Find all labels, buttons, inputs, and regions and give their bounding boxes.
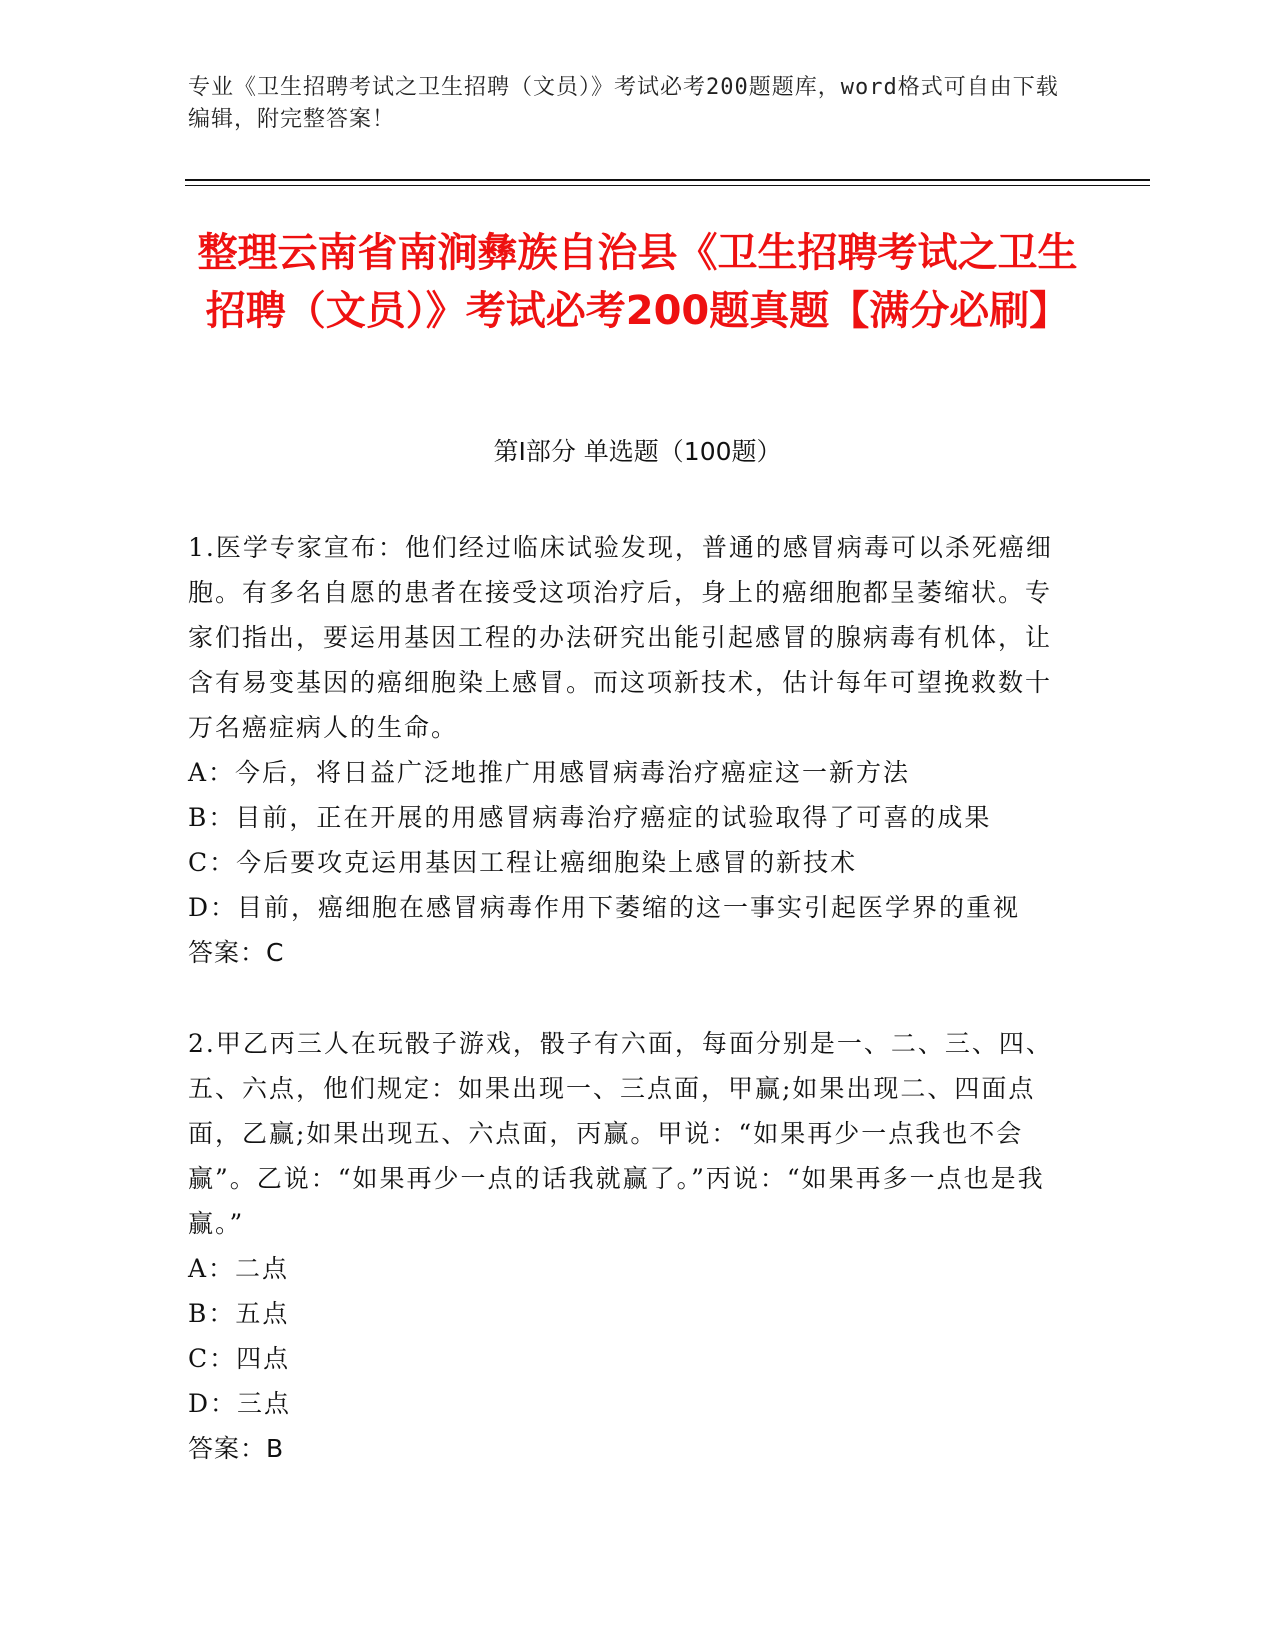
header-divider-thin bbox=[185, 185, 1150, 186]
option-d: D：三点 bbox=[188, 1389, 292, 1418]
option-d: D：目前，癌细胞在感冒病毒作用下萎缩的这一事实引起医学界的重视 bbox=[188, 893, 1021, 922]
option-b: B：五点 bbox=[188, 1299, 290, 1328]
option-c: C：四点 bbox=[188, 1344, 291, 1373]
question-stem: 1.医学专家宣布：他们经过临床试验发现，普通的感冒病毒可以杀死癌细胞。有多名自愿的患者在接受这项治疗后，身上的癌细胞都呈萎缩状。专家们指出，要运用基因工程的办法研究出能引起感冒的腺病毒有机体，让含有易变基因的癌细胞染上感冒。而这项新技术，估计每年可望挽救数十万名癌症病人的生命。 bbox=[188, 533, 1053, 742]
question-stem: 2.甲乙丙三人在玩骰子游戏，骰子有六面，每面分别是一、二、三、四、五、六点，他们规定：如果出现一、三点面，甲赢;如果出现二、四面点面，乙赢;如果出现五、六点面，丙赢。甲说：“如果再少一点我也不会赢”。乙说：“如果再少一点的话我就赢了。”丙说：“如果再多一点也是我赢。” bbox=[188, 1029, 1053, 1238]
question-1 bbox=[188, 525, 1068, 975]
header-note: 专业《卫生招聘考试之卫生招聘（文员）》考试必考200题题库，word格式可自由下载编辑，附完整答案！ bbox=[188, 75, 1059, 132]
answer-label: 答案：B bbox=[188, 1434, 285, 1463]
document-title: 整理云南省南涧彝族自治县《卫生招聘考试之卫生招聘（文员）》考试必考200题真题【满分必刷】 bbox=[197, 230, 1078, 334]
option-a: A：二点 bbox=[188, 1254, 290, 1283]
answer-label: 答案：C bbox=[188, 938, 285, 967]
section-title: 第Ⅰ部分 单选题（100题） bbox=[493, 437, 782, 466]
header-divider-thick bbox=[185, 179, 1150, 181]
option-c: C：今后要攻克运用基因工程让癌细胞染上感冒的新技术 bbox=[188, 848, 858, 877]
option-a: A：今后，将日益广泛地推广用感冒病毒治疗癌症这一新方法 bbox=[188, 758, 911, 787]
question-2 bbox=[188, 1021, 1068, 1471]
option-b: B：目前，正在开展的用感冒病毒治疗癌症的试验取得了可喜的成果 bbox=[188, 803, 992, 832]
